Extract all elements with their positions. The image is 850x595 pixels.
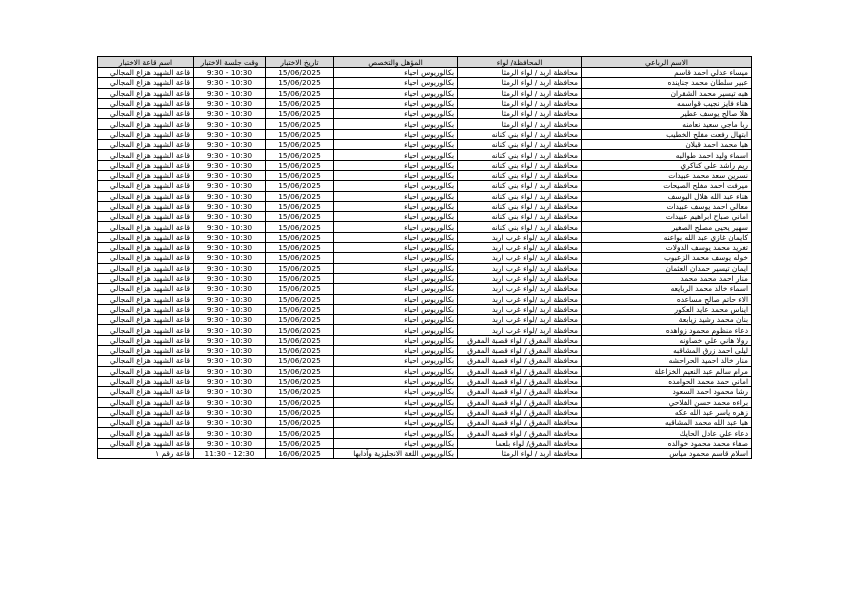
exam-date-cell: 15/06/2025 (266, 140, 334, 150)
governorate-cell: محافظة اربد / لواء بني كنانه (458, 150, 582, 160)
exam-hall-cell: قاعة الشهيد هزاع المجالي (98, 304, 194, 314)
governorate-cell: محافظة اربد / لواء الرمثا (458, 78, 582, 88)
session-time-cell: 9:30 - 10:30 (194, 98, 266, 108)
session-time-cell: 9:30 - 10:30 (194, 335, 266, 345)
full-name-cell: ابتهال رفعت مفلح الخطيب (582, 129, 752, 139)
table-row (98, 119, 752, 129)
exam-date-cell: 15/06/2025 (266, 78, 334, 88)
qualification-cell: بكالوريوس احياء (334, 335, 458, 345)
session-time-cell: 9:30 - 10:30 (194, 140, 266, 150)
governorate-cell: محافظة المفرق / لواء قصبة المفرق (458, 356, 582, 366)
exam-hall-cell: قاعة الشهيد هزاع المجالي (98, 397, 194, 407)
session-time-cell: 9:30 - 10:30 (194, 346, 266, 356)
session-time-cell: 9:30 - 10:30 (194, 78, 266, 88)
session-time-cell: 9:30 - 10:30 (194, 356, 266, 366)
exam-date-cell: 15/06/2025 (266, 150, 334, 160)
exam-hall-cell: قاعة الشهيد هزاع المجالي (98, 212, 194, 222)
table-row (98, 304, 752, 314)
exam-date-cell: 15/06/2025 (266, 232, 334, 242)
governorate-cell: محافظة اربد / لواء بني كنانه (458, 160, 582, 170)
qualification-cell: بكالوريوس احياء (334, 253, 458, 263)
full-name-cell: اسماء خالد محمد الربايعه (582, 284, 752, 294)
exam-date-cell: 15/06/2025 (266, 181, 334, 191)
header-exam-hall: اسم قاعة الاختبار (98, 57, 194, 68)
session-time-cell: 9:30 - 10:30 (194, 181, 266, 191)
exam-hall-cell: قاعة الشهيد هزاع المجالي (98, 109, 194, 119)
full-name-cell: اماني حمد محمد الحوامده (582, 376, 752, 386)
session-time-cell: 9:30 - 10:30 (194, 222, 266, 232)
full-name-cell: ايمان تيسير حمدان العثمان (582, 263, 752, 273)
table-body (98, 68, 752, 459)
exam-hall-cell: قاعة الشهيد هزاع المجالي (98, 170, 194, 180)
qualification-cell: بكالوريوس احياء (334, 428, 458, 438)
table-row (98, 201, 752, 211)
governorate-cell: محافظة اربد / لواء الرمثا (458, 98, 582, 108)
governorate-cell: محافظة اربد / لواء الرمثا (458, 109, 582, 119)
full-name-cell: نسرين سعد محمد عبيدات (582, 170, 752, 180)
full-name-cell: دعاء منظوم محمود زواهده (582, 325, 752, 335)
exam-date-cell: 15/06/2025 (266, 407, 334, 417)
governorate-cell: محافظة المفرق / لواء قصبة المفرق (458, 335, 582, 345)
table-row (98, 294, 752, 304)
governorate-cell: محافظة اربد /لواء غرب اربد (458, 315, 582, 325)
governorate-cell: محافظة اربد / لواء بني كنانه (458, 191, 582, 201)
full-name-cell: الاء حاتم صالح مساعده (582, 294, 752, 304)
table-row (98, 129, 752, 139)
governorate-cell: محافظة اربد /لواء غرب اربد (458, 325, 582, 335)
exam-hall-cell: قاعة الشهيد هزاع المجالي (98, 325, 194, 335)
table-row (98, 335, 752, 345)
exam-hall-cell: قاعة الشهيد هزاع المجالي (98, 387, 194, 397)
governorate-cell: محافظة اربد /لواء غرب اربد (458, 253, 582, 263)
exam-date-cell: 15/06/2025 (266, 68, 334, 78)
exam-date-cell: 15/06/2025 (266, 201, 334, 211)
exam-date-cell: 15/06/2025 (266, 376, 334, 386)
exam-date-cell: 15/06/2025 (266, 88, 334, 98)
qualification-cell: بكالوريوس احياء (334, 170, 458, 180)
qualification-cell: بكالوريوس احياء (334, 150, 458, 160)
table-row (98, 376, 752, 386)
governorate-cell: محافظة اربد / لواء بني كنانه (458, 212, 582, 222)
table-row (98, 273, 752, 283)
exam-date-cell: 15/06/2025 (266, 418, 334, 428)
qualification-cell: بكالوريوس احياء (334, 140, 458, 150)
full-name-cell: اسلام قاسم محمود مياس (582, 448, 752, 458)
table-row (98, 232, 752, 242)
governorate-cell: محافظة اربد / لواء بني كنانه (458, 140, 582, 150)
table-row (98, 284, 752, 294)
table-row (98, 397, 752, 407)
governorate-cell: محافظة اربد / لواء بني كنانه (458, 181, 582, 191)
exam-date-cell: 15/06/2025 (266, 129, 334, 139)
exam-date-cell: 15/06/2025 (266, 284, 334, 294)
exam-hall-cell: قاعة الشهيد هزاع المجالي (98, 119, 194, 129)
qualification-cell: بكالوريوس احياء (334, 119, 458, 129)
governorate-cell: محافظة اربد /لواء غرب اربد (458, 273, 582, 283)
full-name-cell: معالي احمد يوسف عبيدات (582, 201, 752, 211)
governorate-cell: محافظة اربد / لواء بني كنانه (458, 170, 582, 180)
governorate-cell: محافظة المفرق / لواء قصبة المفرق (458, 418, 582, 428)
full-name-cell: بنان محمد رشيد زيابعة (582, 315, 752, 325)
exam-date-cell: 15/06/2025 (266, 263, 334, 273)
table-row (98, 387, 752, 397)
full-name-cell: دعاء علي عادل الحايك (582, 428, 752, 438)
full-name-cell: ميساء عدلي احمد قاسم (582, 68, 752, 78)
full-name-cell: ريم راشد علي كناكري (582, 160, 752, 170)
full-name-cell: هناء فايز نجيب قواسمه (582, 98, 752, 108)
full-name-cell: كايمان غازي عبد الله بواعنه (582, 232, 752, 242)
governorate-cell: محافظة المفرق / لواء قصبة المفرق (458, 397, 582, 407)
governorate-cell: محافظة اربد /لواء غرب اربد (458, 232, 582, 242)
session-time-cell: 9:30 - 10:30 (194, 315, 266, 325)
governorate-cell: محافظة اربد /لواء غرب اربد (458, 294, 582, 304)
table-row (98, 222, 752, 232)
governorate-cell: محافظة اربد / لواء بني كنانه (458, 201, 582, 211)
governorate-cell: محافظة اربد / لواء الرمثا (458, 68, 582, 78)
governorate-cell: محافظة المفرق / لواء قصبة المفرق (458, 376, 582, 386)
header-session-time: وقت جلسة الاختبار (194, 57, 266, 68)
qualification-cell: بكالوريوس احياء (334, 325, 458, 335)
table-row (98, 191, 752, 201)
session-time-cell: 9:30 - 10:30 (194, 253, 266, 263)
qualification-cell: بكالوريوس اللغة الانجليزية وآدابها (334, 448, 458, 458)
qualification-cell: بكالوريوس احياء (334, 98, 458, 108)
full-name-cell: ربا ماجي سعيد نعامنه (582, 119, 752, 129)
header-exam-date: تاريخ الاختبار (266, 57, 334, 68)
governorate-cell: محافظة المفرق/ لواء بلعما (458, 438, 582, 448)
session-time-cell: 9:30 - 10:30 (194, 109, 266, 119)
header-full-name: الاسم الرباعي (582, 57, 752, 68)
exam-hall-cell: قاعة الشهيد هزاع المجالي (98, 376, 194, 386)
full-name-cell: تغريد محمد يوسف الدولات (582, 243, 752, 253)
governorate-cell: محافظة اربد / لواء بني كنانه (458, 222, 582, 232)
full-name-cell: هناء عبد الله هلال اليوسف (582, 191, 752, 201)
exam-date-cell: 15/06/2025 (266, 109, 334, 119)
table-row (98, 160, 752, 170)
exam-hall-cell: قاعة الشهيد هزاع المجالي (98, 315, 194, 325)
table-row (98, 366, 752, 376)
table-row (98, 346, 752, 356)
full-name-cell: منار خالد احميد الحراحشه (582, 356, 752, 366)
qualification-cell: بكالوريوس احياء (334, 222, 458, 232)
exam-date-cell: 15/06/2025 (266, 304, 334, 314)
qualification-cell: بكالوريوس احياء (334, 346, 458, 356)
qualification-cell: بكالوريوس احياء (334, 109, 458, 119)
full-name-cell: منار احمد محمد محمد (582, 273, 752, 283)
session-time-cell: 9:30 - 10:30 (194, 129, 266, 139)
exam-date-cell: 15/06/2025 (266, 212, 334, 222)
full-name-cell: هبه تيسير محمد الشقران (582, 88, 752, 98)
exam-date-cell: 15/06/2025 (266, 356, 334, 366)
exam-hall-cell: قاعة الشهيد هزاع المجالي (98, 418, 194, 428)
session-time-cell: 9:30 - 10:30 (194, 387, 266, 397)
session-time-cell: 9:30 - 10:30 (194, 212, 266, 222)
exam-hall-cell: قاعة رقم ١ (98, 448, 194, 458)
session-time-cell: 9:30 - 10:30 (194, 150, 266, 160)
table-row (98, 109, 752, 119)
exam-hall-cell: قاعة الشهيد هزاع المجالي (98, 284, 194, 294)
full-name-cell: هبا عبد الله محمد المشاقبه (582, 418, 752, 428)
exam-date-cell: 15/06/2025 (266, 119, 334, 129)
full-name-cell: مرام سالم عبد النعيم الخزاعلة (582, 366, 752, 376)
exam-hall-cell: قاعة الشهيد هزاع المجالي (98, 68, 194, 78)
session-time-cell: 9:30 - 10:30 (194, 294, 266, 304)
exam-hall-cell: قاعة الشهيد هزاع المجالي (98, 273, 194, 283)
exam-date-cell: 15/06/2025 (266, 170, 334, 180)
table-row (98, 98, 752, 108)
table-row (98, 263, 752, 273)
session-time-cell: 9:30 - 10:30 (194, 232, 266, 242)
qualification-cell: بكالوريوس احياء (334, 181, 458, 191)
exam-date-cell: 15/06/2025 (266, 315, 334, 325)
qualification-cell: بكالوريوس احياء (334, 88, 458, 98)
exam-date-cell: 15/06/2025 (266, 387, 334, 397)
full-name-cell: رولا هاني علي خصاونه (582, 335, 752, 345)
session-time-cell: 9:30 - 10:30 (194, 304, 266, 314)
exam-date-cell: 15/06/2025 (266, 160, 334, 170)
qualification-cell: بكالوريوس احياء (334, 243, 458, 253)
exam-hall-cell: قاعة الشهيد هزاع المجالي (98, 438, 194, 448)
governorate-cell: محافظة اربد / لواء بني كنانه (458, 129, 582, 139)
session-time-cell: 9:30 - 10:30 (194, 325, 266, 335)
qualification-cell: بكالوريوس احياء (334, 263, 458, 273)
governorate-cell: محافظة المفرق / لواء قصبة المفرق (458, 387, 582, 397)
governorate-cell: محافظة اربد /لواء غرب اربد (458, 304, 582, 314)
header-qualification: المؤهل والتخصص (334, 57, 458, 68)
full-name-cell: عبير سلطان محمد جناينده (582, 78, 752, 88)
session-time-cell: 9:30 - 10:30 (194, 397, 266, 407)
governorate-cell: محافظة المفرق / لواء قصبة المفرق (458, 346, 582, 356)
full-name-cell: خوله يوسف محمد الزعبوب (582, 253, 752, 263)
qualification-cell: بكالوريوس احياء (334, 129, 458, 139)
session-time-cell: 9:30 - 10:30 (194, 160, 266, 170)
session-time-cell: 9:30 - 10:30 (194, 438, 266, 448)
full-name-cell: ميرفت احمد مفلح الصيحات (582, 181, 752, 191)
session-time-cell: 9:30 - 10:30 (194, 263, 266, 273)
session-time-cell: 9:30 - 10:30 (194, 88, 266, 98)
qualification-cell: بكالوريوس احياء (334, 356, 458, 366)
governorate-cell: محافظة المفرق / لواء قصبة المفرق (458, 407, 582, 417)
full-name-cell: ليلى احمد زرق المشاقبه (582, 346, 752, 356)
exam-schedule-table (97, 56, 752, 459)
table-row (98, 407, 752, 417)
exam-hall-cell: قاعة الشهيد هزاع المجالي (98, 88, 194, 98)
session-time-cell: 9:30 - 10:30 (194, 201, 266, 211)
table-row (98, 315, 752, 325)
table-row (98, 150, 752, 160)
governorate-cell: محافظة اربد / لواء الرمثا (458, 119, 582, 129)
exam-date-cell: 15/06/2025 (266, 294, 334, 304)
governorate-cell: محافظة اربد / لواء الرمثا (458, 88, 582, 98)
session-time-cell: 9:30 - 10:30 (194, 191, 266, 201)
qualification-cell: بكالوريوس احياء (334, 438, 458, 448)
exam-hall-cell: قاعة الشهيد هزاع المجالي (98, 140, 194, 150)
exam-hall-cell: قاعة الشهيد هزاع المجالي (98, 191, 194, 201)
session-time-cell: 9:30 - 10:30 (194, 243, 266, 253)
full-name-cell: زهره ياسر عبد الله عكه (582, 407, 752, 417)
session-time-cell: 9:30 - 10:30 (194, 418, 266, 428)
session-time-cell: 9:30 - 10:30 (194, 284, 266, 294)
qualification-cell: بكالوريوس احياء (334, 397, 458, 407)
exam-hall-cell: قاعة الشهيد هزاع المجالي (98, 160, 194, 170)
session-time-cell: 9:30 - 10:30 (194, 376, 266, 386)
full-name-cell: هبا محمد احمد قبلان (582, 140, 752, 150)
exam-hall-cell: قاعة الشهيد هزاع المجالي (98, 294, 194, 304)
exam-date-cell: 15/06/2025 (266, 222, 334, 232)
exam-hall-cell: قاعة الشهيد هزاع المجالي (98, 263, 194, 273)
exam-date-cell: 15/06/2025 (266, 397, 334, 407)
table-row (98, 212, 752, 222)
governorate-cell: محافظة المفرق / لواء قصبة المفرق (458, 428, 582, 438)
exam-hall-cell: قاعة الشهيد هزاع المجالي (98, 181, 194, 191)
qualification-cell: بكالوريوس احياء (334, 212, 458, 222)
full-name-cell: رشا محمود احمد السعود (582, 387, 752, 397)
exam-date-cell: 15/06/2025 (266, 243, 334, 253)
session-time-cell: 11:30 - 12:30 (194, 448, 266, 458)
exam-date-cell: 15/06/2025 (266, 325, 334, 335)
exam-hall-cell: قاعة الشهيد هزاع المجالي (98, 243, 194, 253)
session-time-cell: 9:30 - 10:30 (194, 170, 266, 180)
table-row (98, 428, 752, 438)
exam-date-cell: 15/06/2025 (266, 335, 334, 345)
governorate-cell: محافظة المفرق / لواء قصبة المفرق (458, 366, 582, 376)
qualification-cell: بكالوريوس احياء (334, 191, 458, 201)
full-name-cell: اسماء وليد احمد طوالبه (582, 150, 752, 160)
table-row (98, 170, 752, 180)
session-time-cell: 9:30 - 10:30 (194, 366, 266, 376)
exam-date-cell: 15/06/2025 (266, 428, 334, 438)
header-governorate: المحافظة/ لواء (458, 57, 582, 68)
exam-hall-cell: قاعة الشهيد هزاع المجالي (98, 356, 194, 366)
full-name-cell: صفاء محمد محمود خوالده (582, 438, 752, 448)
exam-date-cell: 15/06/2025 (266, 273, 334, 283)
qualification-cell: بكالوريوس احياء (334, 387, 458, 397)
table-row (98, 253, 752, 263)
table-row (98, 325, 752, 335)
qualification-cell: بكالوريوس احياء (334, 407, 458, 417)
full-name-cell: سهير يحيى مصلح الصغير (582, 222, 752, 232)
table-row (98, 356, 752, 366)
session-time-cell: 9:30 - 10:30 (194, 428, 266, 438)
table-row (98, 88, 752, 98)
exam-hall-cell: قاعة الشهيد هزاع المجالي (98, 129, 194, 139)
exam-hall-cell: قاعة الشهيد هزاع المجالي (98, 150, 194, 160)
full-name-cell: هلا صالح يوسف عطير (582, 109, 752, 119)
exam-date-cell: 15/06/2025 (266, 346, 334, 356)
governorate-cell: محافظة اربد /لواء غرب اربد (458, 284, 582, 294)
exam-date-cell: 15/06/2025 (266, 191, 334, 201)
table-row (98, 140, 752, 150)
table-row (98, 78, 752, 88)
qualification-cell: بكالوريوس احياء (334, 201, 458, 211)
exam-date-cell: 15/06/2025 (266, 366, 334, 376)
exam-hall-cell: قاعة الشهيد هزاع المجالي (98, 232, 194, 242)
session-time-cell: 9:30 - 10:30 (194, 68, 266, 78)
table-row (98, 438, 752, 448)
governorate-cell: محافظة اربد /لواء غرب اربد (458, 263, 582, 273)
qualification-cell: بكالوريوس احياء (334, 366, 458, 376)
qualification-cell: بكالوريوس احياء (334, 294, 458, 304)
session-time-cell: 9:30 - 10:30 (194, 407, 266, 417)
session-time-cell: 9:30 - 10:30 (194, 119, 266, 129)
session-time-cell: 9:30 - 10:30 (194, 273, 266, 283)
header-row (98, 57, 752, 68)
exam-date-cell: 15/06/2025 (266, 98, 334, 108)
exam-hall-cell: قاعة الشهيد هزاع المجالي (98, 78, 194, 88)
qualification-cell: بكالوريوس احياء (334, 160, 458, 170)
table-row (98, 181, 752, 191)
qualification-cell: بكالوريوس احياء (334, 78, 458, 88)
qualification-cell: بكالوريوس احياء (334, 418, 458, 428)
qualification-cell: بكالوريوس احياء (334, 284, 458, 294)
exam-hall-cell: قاعة الشهيد هزاع المجالي (98, 253, 194, 263)
table-row (98, 448, 752, 458)
exam-date-cell: 15/06/2025 (266, 253, 334, 263)
exam-hall-cell: قاعة الشهيد هزاع المجالي (98, 98, 194, 108)
qualification-cell: بكالوريوس احياء (334, 315, 458, 325)
exam-hall-cell: قاعة الشهيد هزاع المجالي (98, 201, 194, 211)
exam-hall-cell: قاعة الشهيد هزاع المجالي (98, 222, 194, 232)
qualification-cell: بكالوريوس احياء (334, 304, 458, 314)
exam-hall-cell: قاعة الشهيد هزاع المجالي (98, 335, 194, 345)
qualification-cell: بكالوريوس احياء (334, 376, 458, 386)
governorate-cell: محافظة اربد /لواء غرب اربد (458, 243, 582, 253)
table-row (98, 418, 752, 428)
table-row (98, 243, 752, 253)
full-name-cell: ايناس محمد عايد العكور (582, 304, 752, 314)
full-name-cell: براءه محمد حسن الفلاحي (582, 397, 752, 407)
exam-hall-cell: قاعة الشهيد هزاع المجالي (98, 366, 194, 376)
exam-date-cell: 16/06/2025 (266, 448, 334, 458)
qualification-cell: بكالوريوس احياء (334, 273, 458, 283)
exam-date-cell: 15/06/2025 (266, 438, 334, 448)
full-name-cell: اماني صباح ابراهيم عبيدات (582, 212, 752, 222)
exam-hall-cell: قاعة الشهيد هزاع المجالي (98, 428, 194, 438)
qualification-cell: بكالوريوس احياء (334, 68, 458, 78)
table-row (98, 68, 752, 78)
exam-hall-cell: قاعة الشهيد هزاع المجالي (98, 407, 194, 417)
governorate-cell: محافظة اربد / لواء الرمثا (458, 448, 582, 458)
qualification-cell: بكالوريوس احياء (334, 232, 458, 242)
exam-hall-cell: قاعة الشهيد هزاع المجالي (98, 346, 194, 356)
